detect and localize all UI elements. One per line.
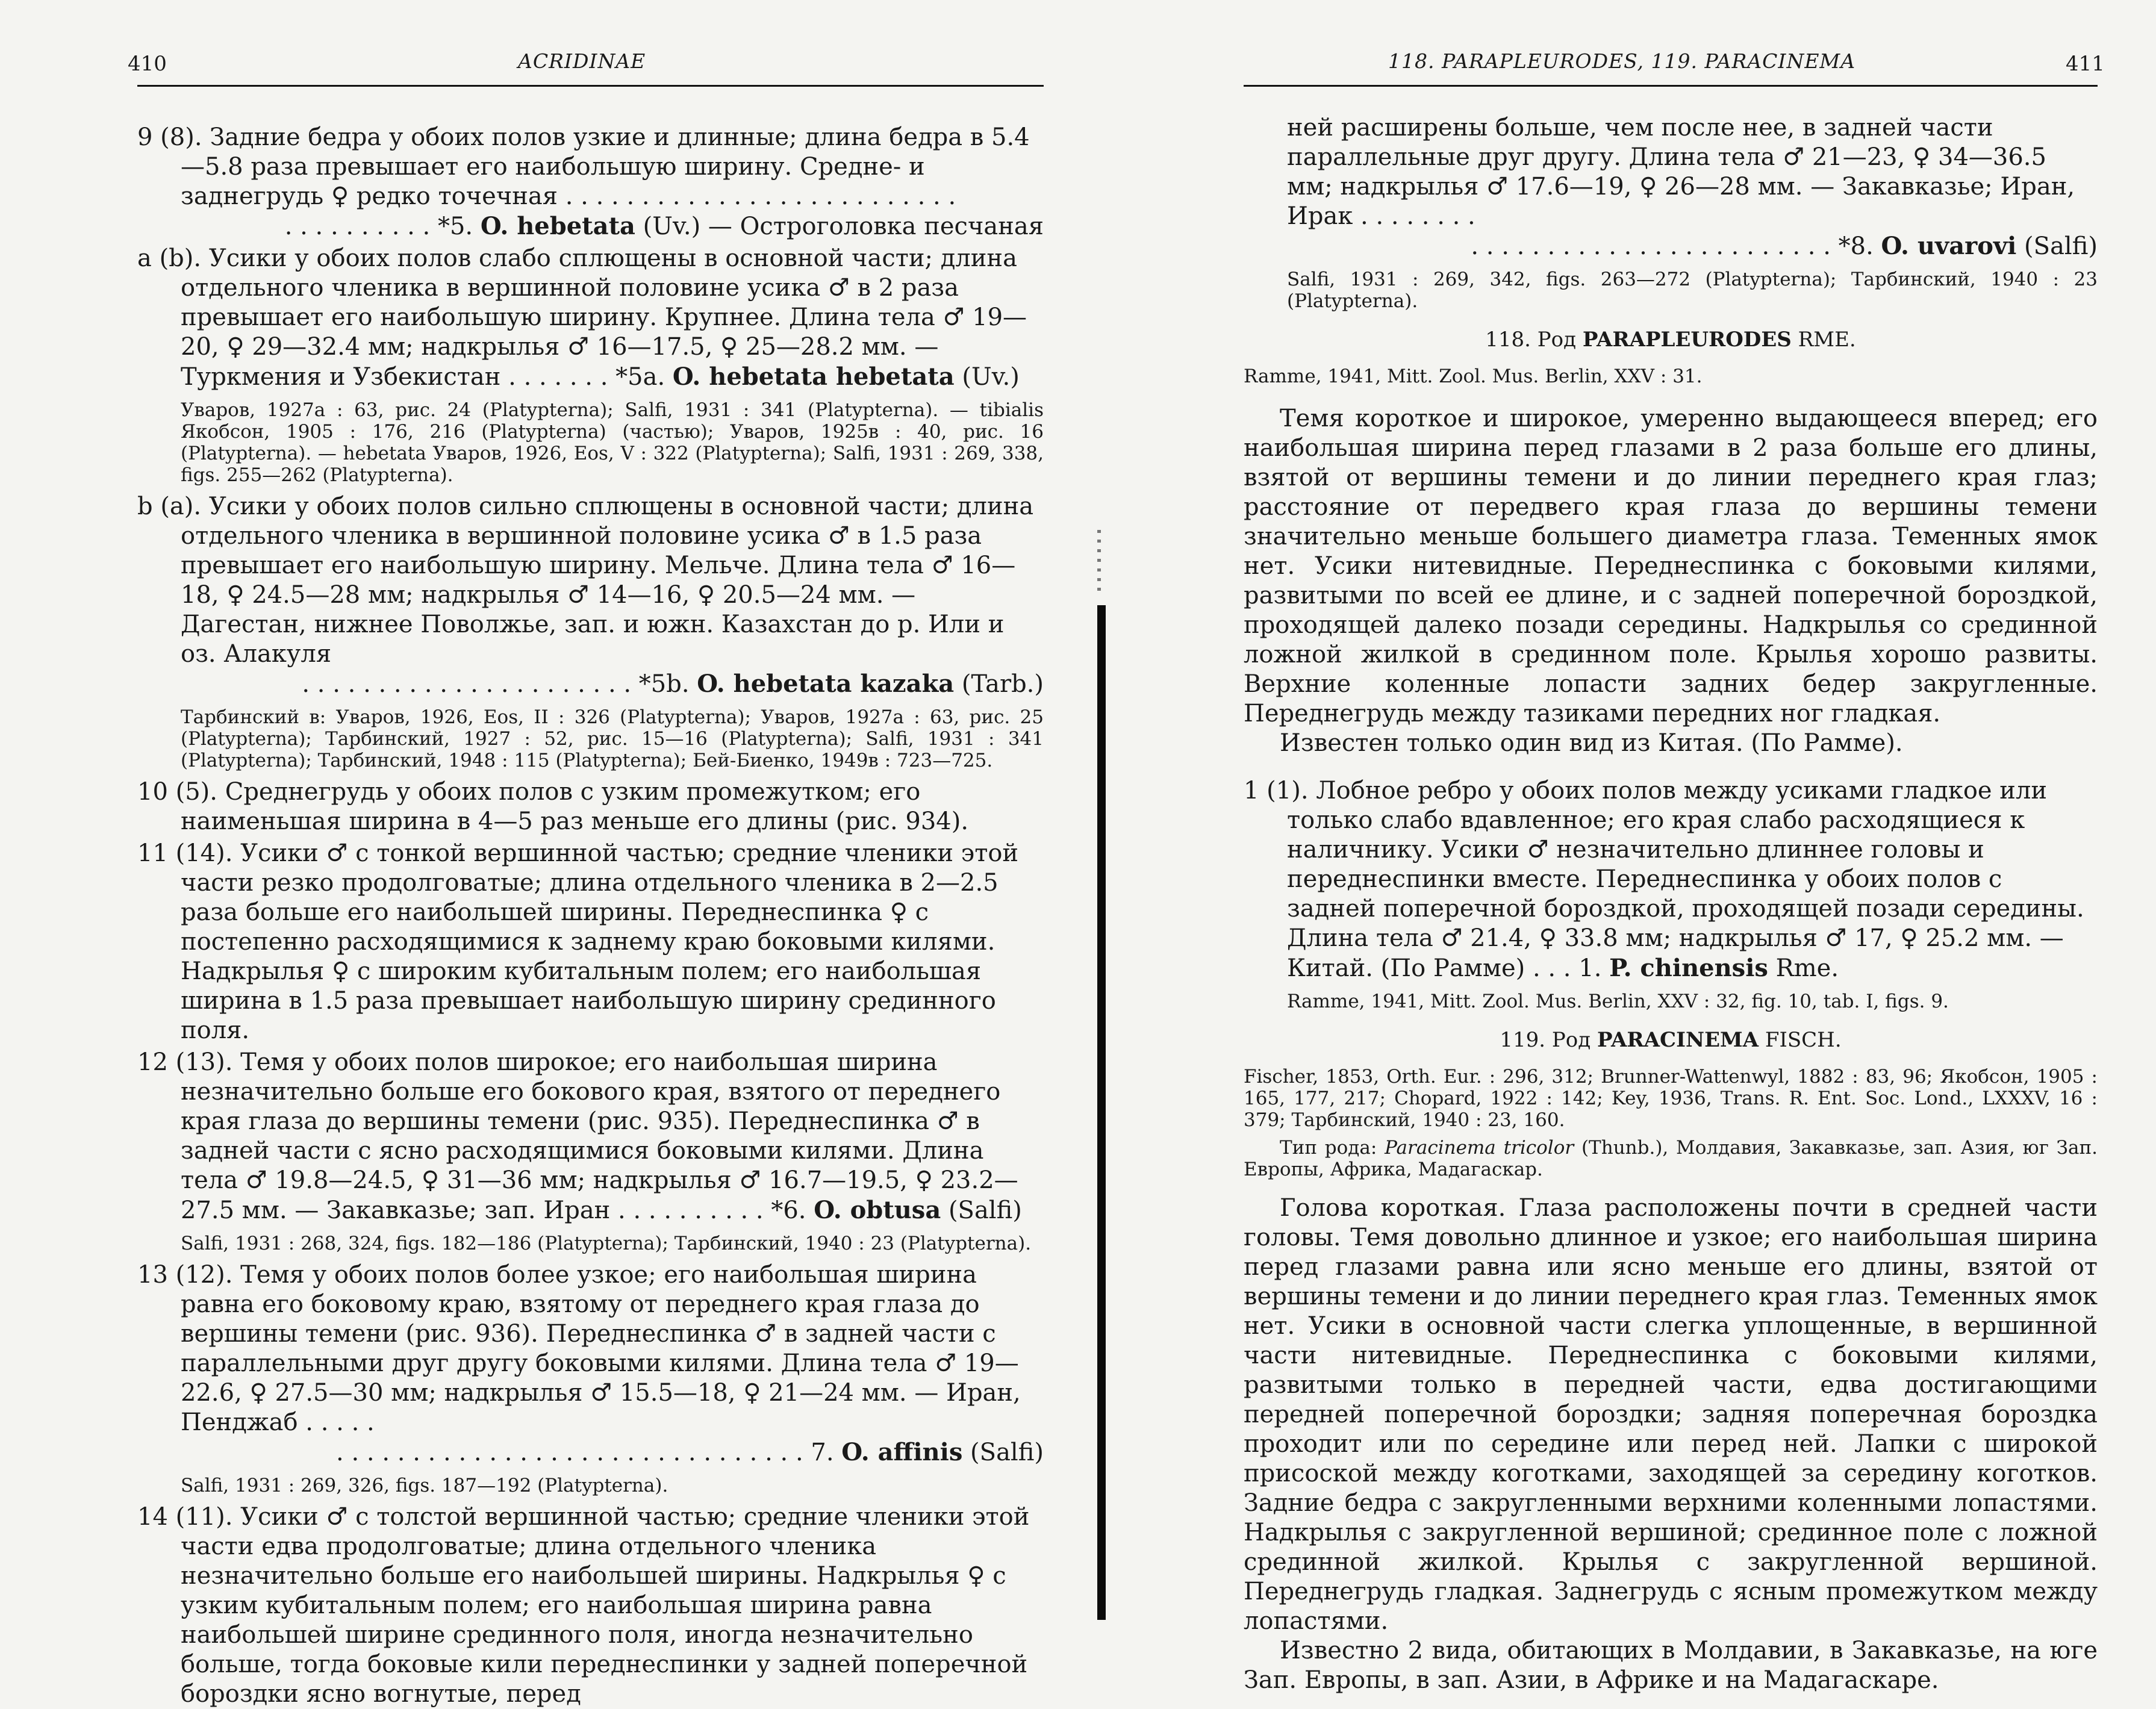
genus-references: Fischer, 1853, Orth. Eur. : 296, 312; Brunner-Wattenwyl, 1882 : 83, 96; Якобсон, 1905 : 165, 177, 217; Chopard, 1922 : 142; Key, 1936, Trans. R. Ent. Soc. Lond., LXXXV, 16 : 379; Тарбинский, 1940 : 23, 160. xyxy=(1244,1066,2098,1131)
genus-description: Голова короткая. Глаза расположены почти в средней части головы. Темя довольно длинное и узкое; его наибольшая ширина перед глазами равна или ясно меньше его длины, взятой от вершины темени и до линии переднего края глаз. Теменных ямок нет. Усики в основной части слегка уплощенные, в вершинной части нитевидные. Переднеспинка с боковыми килями, развитыми только в передней части, едва достигающими передней поперечной бороздки; задняя поперечная бороздка проходит или по середине или перед ней. Лапки с широкой присоской между коготками, заходящей за середину коготков. Задние бедра с закругленными верхними коленными лопастями. Надкрылья с закругленной вершиной; срединное поле с ложной срединной жилкой. Крылья с закругленной вершиной. Переднегрудь гладкая. Заднегрудь с ясным промежутком между лопастями. xyxy=(1244,1194,2098,1635)
key-result: . . . . . . . . . . *5. O. hebetata (Uv.) — Остроголовка песчаная xyxy=(284,212,1044,240)
right-page xyxy=(1111,0,2156,1694)
running-head: ACRIDINAE xyxy=(518,49,646,73)
page-number: 410 xyxy=(128,52,167,76)
key-result: . . . . . . . . . . . . . . . . . . . . . . . . *8. O. uvarovi (Salfi) xyxy=(1471,232,2098,260)
reference: Salfi, 1931 : 269, 342, figs. 263—272 (Platypterna); Тарбинский, 1940 : 23 (Platypterna). xyxy=(1287,269,2098,312)
genus-heading: 119. Род PARACINEMA FISCH. xyxy=(1500,1028,1842,1052)
key-entry: 11 (14). Усики ♂ с тонкой вершинной частью; средние членики этой части резко продолговатые; длина отдельного членика в 2—2.5 раза больше его наибольшей ширины. Переднеспинка ♀ с постепенно расходящимися к заднему краю боковыми килями. Надкрылья ♀ с широким кубитальным полем; его наибольшая ширина в 1.5 раза превышает наибольшую ширину срединного поля. xyxy=(137,839,1019,1044)
reference: Salfi, 1931 : 268, 324, figs. 182—186 (Platypterna); Тарбинский, 1940 : 23 (Platypterna). xyxy=(181,1233,1032,1254)
type-species: Тип рода: Paracinema tricolor (Thunb.), Молдавия, Закавказье, зап. Азия, юг Зап. Европы, Африка, Мадагаскар. xyxy=(1244,1137,2098,1180)
left-body xyxy=(137,120,1044,1709)
key-result: . . . . . . . . . . . . . . . . . . . . . . . . . . . . . . . 7. O. affinis (Salfi) xyxy=(336,1438,1044,1466)
genus-note: Известен только один вид из Китая. (По Рамме). xyxy=(1280,729,1903,757)
key-result: . . . . . . . . . . . . . . . . . . . . . . *5b. O. hebetata kazaka (Tarb.) xyxy=(302,670,1044,698)
key-continuation: ней расширены больше, чем после нее, в задней части параллельные друг другу. Длина тела ♂ 21—23, ♀ 34—36.5 мм; надкрылья ♂ 17.6—19, ♀ 26—28 мм. — Закавказье; Иран, Ирак . . . . . . . . xyxy=(1287,114,2075,230)
header-rule xyxy=(137,85,1044,87)
key-entry: 10 (5). Среднегрудь у обоих полов с узким промежутком; его наименьшая ширина в 4—5 раз меньше его длины (рис. 934). xyxy=(137,778,969,835)
gutter-dots xyxy=(1097,530,1101,596)
key-entry: 1 (1). Лобное ребро у обоих полов между усиками гладкое или только слабо вдавленное; его края слабо расходящиеся к наличнику. Усики ♂ незначительно длиннее головы и переднеспинки вместе. Переднеспинка у обоих полов с задней поперечной бороздкой, проходящей позади середины. Длина тела ♂ 21.4, ♀ 33.8 мм; надкрылья ♂ 17, ♀ 25.2 мм. — Китай. (По Рамме) . . . 1. P. chinensis Rme. xyxy=(1244,777,2084,982)
reference: Уваров, 1927а : 63, рис. 24 (Platypterna); Salfi, 1931 : 341 (Platypterna). — tibialis Якобсон, 1905 : 176, 216 (Platypterna) (частью); Уваров, 1925в : 40, рис. 16 (Platypterna). — hebetata Уваров, 1926, Eos, V : 322 (Platypterna); Salfi, 1931 : 269, 338, figs. 255—262 (Platypterna). xyxy=(181,399,1044,486)
genus-heading: 118. Род PARAPLEURODES RME. xyxy=(1485,328,1856,352)
page-number: 411 xyxy=(2066,52,2105,76)
genus-citation: Ramme, 1941, Mitt. Zool. Mus. Berlin, XXV : 31. xyxy=(1244,366,1703,387)
right-body xyxy=(1244,113,2098,1695)
genus-description: Темя короткое и широкое, умеренно выдающееся вперед; его наибольшая ширина перед глазами в 2 раза больше его длины, взятой от вершины темени и до линии переднего края глаз; расстояние от передвего края глаза до вершины темени значительно меньше большего диаметра глаза. Теменных ямок нет. Усики нитевидные. Переднеспинка с боковыми килями, развитыми по всей ее длине, и с задней поперечной бороздкой, проходящей далеко позади середины. Надкрылья со срединной ложной жилкой в срединном поле. Крылья хорошо развиты. Верхние коленные лопасти задних бедер закругленные. Переднегрудь между тазиками передних ног гладкая. xyxy=(1244,405,2098,727)
key-entry: a (b). Усики у обоих полов слабо сплющены в основной части; длина отдельного членика в вершинной половине усика ♂ в 2 раза превышает его наибольшую ширину. Крупнее. Длина тела ♂ 19—20, ♀ 29—32.4 мм; надкрылья ♂ 16—17.5, ♀ 25—28.2 мм. — Туркмения и Узбекистан . . . . . . . *5a. O. hebetata hebetata (Uv.) xyxy=(137,244,1027,391)
book-gutter xyxy=(1097,605,1106,1620)
reference: Тарбинский в: Уваров, 1926, Eos, II : 326 (Platypterna); Уваров, 1927а : 63, рис. 25 (Platypterna); Тарбинский, 1927 : 52, рис. 15—16 (Platypterna); Salfi, 1931 : 341 (Platypterna); Тарбинский, 1948 : 115 (Platypterna); Бей-Биенко, 1949в : 723—725. xyxy=(181,706,1044,771)
running-head: 118. PARAPLEURODES, 119. PARACINEMA xyxy=(1388,49,1856,73)
reference: Salfi, 1931 : 269, 326, figs. 187—192 (Platypterna). xyxy=(181,1475,668,1496)
reference: Ramme, 1941, Mitt. Zool. Mus. Berlin, XXV : 32, fig. 10, tab. I, figs. 9. xyxy=(1287,991,1949,1012)
genus-note: Известно 2 вида, обитающих в Молдавии, в Закавказье, на юге Зап. Европы, в зап. Азии, в Африке и на Мадагаскаре. xyxy=(1244,1637,2098,1694)
left-page xyxy=(0,0,1078,1708)
header-rule xyxy=(1244,85,2098,87)
key-entry: b (a). Усики у обоих полов сильно сплющены в основной части; длина отдельного членика в вершинной половине усика ♂ в 1.5 раза превышает его наибольшую ширину. Мельче. Длина тела ♂ 16—18, ♀ 24.5—28 мм; надкрылья ♂ 14—16, ♀ 20.5—24 мм. — Дагестан, нижнее Поволжье, зап. и южн. Казахстан до р. Или и оз. Алакуля xyxy=(137,493,1034,668)
key-entry: 9 (8). Задние бедра у обоих полов узкие и длинные; длина бедра в 5.4—5.8 раза превышает его наибольшую ширину. Средне- и заднегрудь ♀ редко точечная . . . . . . . . . . . . . . . . . . . . . . . . . . xyxy=(137,123,1030,210)
key-entry: 12 (13). Темя у обоих полов широкое; его наибольшая ширина незначительно больше его бокового края, взятого от переднего края глаза до вершины темени (рис. 935). Переднеспинка ♂ в задней части с ясно расходящимися боковыми килями. Длина тела ♂ 19.8—24.5, ♀ 31—36 мм; надкрылья ♂ 16.7—19.5, ♀ 23.2—27.5 мм. — Закавказье; зап. Иран . . . . . . . . . . *6. O. obtusa (Salfi) xyxy=(137,1048,1022,1224)
key-entry: 13 (12). Темя у обоих полов более узкое; его наибольшая ширина равна его боковому краю, взятому от переднего края глаза до вершины темени (рис. 936). Переднеспинка ♂ в задней части с параллельными друг другу боковыми килями. Длина тела ♂ 19—22.6, ♀ 27.5—30 мм; надкрылья ♂ 15.5—18, ♀ 21—24 мм. — Иран, Пенджаб . . . . . xyxy=(137,1261,1021,1436)
key-entry: 14 (11). Усики ♂ с толстой вершинной частью; средние членики этой части едва продолговатые; длина отдельного членика незначительно больше его наибольшей ширины. Надкрылья ♀ с узким кубитальным полем; его наибольшая ширина равна наибольшей ширине срединного поля, иногда незначительно больше, тогда боковые кили переднеспинки у задней поперечной бороздки ясно вогнутые, перед xyxy=(137,1503,1030,1708)
